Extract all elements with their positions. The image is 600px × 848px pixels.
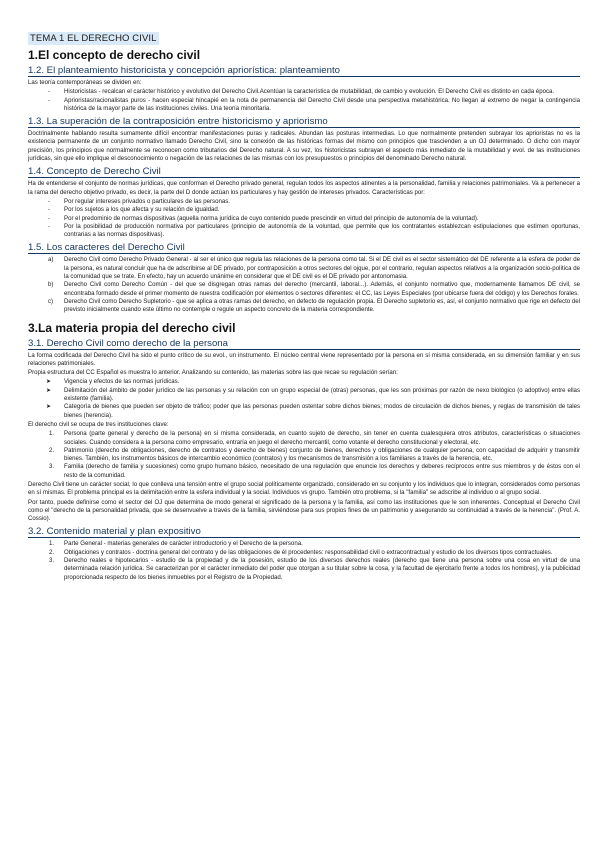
section-3-title: 3.La materia propia del derecho civil <box>28 320 236 335</box>
section-3-1-title: 3.1. Derecho Civil como derecho de la persona <box>28 338 580 350</box>
list-item: - Por el predominio de normas dispositivas (aquella norma jurídica de cuyo contenido puede prescindir en virtud del principio de autonomía de la voluntad). <box>48 214 479 222</box>
dash-bullet: - <box>48 222 51 230</box>
list-item: ➤ Categoría de bienes que pueden ser objeto de tráfico; poder que las personas pueden ostentar sobre dichos bienes; modos de circulación de dichos bienes, y reglas de transmisión de tales bienes (herencia). <box>46 403 580 419</box>
dash-bullet: - <box>48 88 51 96</box>
section-1-4-title: 1.4. Concepto de Derecho Civil <box>28 166 580 178</box>
topic-heading: TEMA 1 EL DERECHO CIVIL <box>30 33 157 44</box>
dash-bullet: - <box>48 214 51 222</box>
dash-bullet: - <box>48 197 51 205</box>
document-page <box>28 28 580 583</box>
section-3-1-p3: El derecho civil se ocupa de tres instituciones clave: <box>28 420 169 428</box>
section-1-5-list <box>28 256 580 314</box>
list-item: - Por regular intereses privados o particulares de las personas. <box>48 197 230 205</box>
section-1-2-list <box>28 88 580 113</box>
section-1-5-title: 1.5. Los caracteres del Derecho Civil <box>28 242 580 254</box>
list-item: - Por los sujetos a los que afecta y su relación de igualdad. <box>48 206 220 214</box>
section-1-4-text: Ha de entenderse el conjunto de normas jurídicas, que conforman el Derecho privado general, regulan todos los aspectos atinentes a la personalidad, familia y relaciones patrimoniales. Va a pertenecer a la rama del derecho objetivo privado, es decir, la parte del D donde actúan los particulares y hay gestión de intereses privados. Características por: <box>28 180 580 196</box>
arrow-bullet-icon: ➤ <box>46 387 52 394</box>
list-item: - Aprioristas/racionalistas puros - hacen especial hincapié en la nota de permanencia del Derecho Civil desde una perspectiva metahistórica. No llegan al extremo de negar la contingencia histórica de la mayor parte de las instituciones civiles. Una teoría minoritaria. <box>48 96 580 112</box>
section-1-2-intro: Las teoría contemporáneas se dividen en: <box>28 79 142 86</box>
section-3-1-p2: Propia estructura del CC Español es muestra lo anterior. Analizando su contenido, las materias sobre las que recae su regulación serían: <box>28 369 398 377</box>
dash-bullet: - <box>48 96 51 104</box>
section-3-1-arrow-list <box>28 378 580 419</box>
list-item: c) Derecho Civil como Derecho Supletorio - que se aplica a otras ramas del derecho, en defecto de regulación propia. El Derecho supletorio es, así, el conjunto normativo que rige en defecto del previsto inicialmente cuando este último no contemple o regule un aspecto concreto de la materia correspondiente. <box>48 297 580 314</box>
list-item: 2. Obligaciones y contratos - doctrina general del contrato y de las obligaciones de él procedentes: responsabilidad civil o extracontractual y estudio de los diversos tipos contractuales. <box>49 548 553 556</box>
section-3-2-num-list <box>28 540 580 581</box>
section-3-1-p5: Por tanto, puede definirse como el sector del OJ que determina de modo general el significado de la persona y la familia, así como las instituciones que le son inherentes. Conceptual el Derecho Civil como el "derecho de la personalidad privada, que se desenvuelve a través de la familia, sirviéndose para sus propios fines de un patrimonio y asegurando su continuidad a través de la herencia". (Prof. A. Cossio). <box>28 498 580 523</box>
list-item: 1. Parte General - materias generales de carácter introductorio y el Derecho de la persona. <box>49 540 303 548</box>
section-1-title: 1.El concepto de derecho civil <box>28 48 201 62</box>
list-item: 1. Persona (parte general y derecho de la persona) en sí misma considerada, en cuanto sujeto de derecho, sin tener en cuenta cualesquiera otros atributos, características o situaciones sociales. Cuando considera a la persona como empresario, entraría en juego el derecho mercantil, como votante el derecho constitucional y electoral, etc. <box>49 430 580 446</box>
section-3-2-title: 3.2. Contenido material y plan expositivo <box>28 526 580 538</box>
section-1-2-title: 1.2. El planteamiento historicista y concepción apriorística: planteamiento <box>28 65 580 77</box>
section-3-1-p1: La forma codificada del Derecho Civil ha sido el punto crítico de su evol., un instrumento. El núcleo central viene representado por la persona en sí misma considerada, en su dimensión familiar y en sus relaciones patrimoniales. <box>28 351 580 367</box>
list-item: ➤ Delimitación del ámbito de poder jurídico de las personas y su relación con un grupo especial de (otras) personas, que les son próximas por razón de nexo biológico (o adoptivo) entre ellas existente (familia). <box>46 386 580 403</box>
list-item: a) Derecho Civil como Derecho Privado General - al ser el único que regula las relaciones de la persona como tal. Si el DE civil es el sector sistemático del DE referente a la esfera de poder de la persona, es natural concluir que ha de adscribirse al DE privado, por contraposición a otros sectores del ojque, por el contrario, regulan aspectos relativos a la organización socio-política de la comunidad que se trate. En efecto, hay un acuerdo unánime en considerar que el DE civil es el DE privado por antonomasia. <box>48 256 580 281</box>
section-1-4-list <box>28 198 580 239</box>
section-3-1-p4: Derecho Civil tiene un carácter social, lo que conlleva una tensión entre el grupo social políticamente organizado, considerado en su conjunto y los individuos que lo integran, considerados como personas en sí mismas. El problema principal es la delimitación entre la esfera individual y la social. Individuos vs grupo. También otro problema, si la "familia" se adscribe al individuo o al grupo social. <box>28 480 580 497</box>
section-1-3-text: Doctrinalmente hablando resulta sumamente difícil encontrar manifestaciones puras y radicales. Abundan las posturas intermedias. Lo que normalmente pretenden subrayar los aprioristas no es la existencia permanente de un conjunto normativo llamado Derecho Civil, sino la conexión de las históricas formas del mismo con principios que trascienden a un OJ determinado. O dicho con mayor precisión, los principios que normalmente se reconocen como tributarios del Derecho natural. A su vez, los historicistas subrayan el aspecto más inmediato de la mutabilidad y evol. de las instituciones jurídicas, sin que ello implique el desconocimiento o negación de las relaciones de las mismas con los presupuestos o principios del denominado Derecho natural. <box>28 130 580 163</box>
arrow-bullet-icon: ➤ <box>46 404 52 411</box>
list-item: 3. Derecho reales e hipotecarios - estudio de la propiedad y de la posesión, estudio de los diversos derechos reales (derecho que tiene una persona sobre una cosa en virtud de una determinada relación jurídica. Se caracterizan por el carácter inmediato del poder que otorgan a su titular sobre la cosa, y la facultad de ejercitarlo frente a todos los hombres), y la publicidad proporcionada respecto de los bienes inmuebles por el Registro de la Propiedad. <box>49 557 580 581</box>
list-item: 2. Patrimonio (derecho de obligaciones, derecho de contratos y derecho de bienes) conjunto de bienes, derechos y obligaciones de cualquier persona, con capacidad de adquirir y transmitir bienes. También, los instrumentos básicos de intercambio económico (contratos) y los mecanismos de transmisión a los familiares a través de la herencia, etc. <box>49 446 580 463</box>
section-3-1-num-list <box>28 430 580 480</box>
list-item: - Historicistas - recalcan el carácter histórico y evolutivo del Derecho Civil.Acentúan la característica de mutabilidad, de cambio y evolución. El Derecho Civil es distinto en cada época. <box>48 88 555 96</box>
section-1-3-title: 1.3. La superación de la contraposición entre historicismo y apriorismo <box>28 116 580 128</box>
list-item: ➤ Vigencia y efectos de las normas jurídicas. <box>46 378 180 386</box>
arrow-bullet-icon: ➤ <box>46 379 52 386</box>
list-item: 3. Familia (derecho de familia y sucesiones) como grupo humano básico, necesitado de una regulación que enuncie los derechos y deberes recíprocos entre sus miembros y de éstos con el resto de la comunidad. <box>49 463 580 479</box>
list-item: b) Derecho Civil como Derecho Común - del que se disgregan otras ramas del derecho (mercantil, laboral...). Además, el conjunto normativo que, modernamente llamamos DE civil, se encontraba formado desde el primer momento de nuestra codificación por elementos o sectores diferentes: el CC, las Leyes Especiales (por ubicarse fuera del código) y los Derechos forales. <box>48 281 580 297</box>
list-item: - Por la posibilidad de producción normativa por particulares (principio de autonomía de la voluntad, que permite que los contratantes establezcan estipulaciones que estimen oportunas, contrarias a las normas dispositivas). <box>48 222 580 239</box>
dash-bullet: - <box>48 206 51 214</box>
